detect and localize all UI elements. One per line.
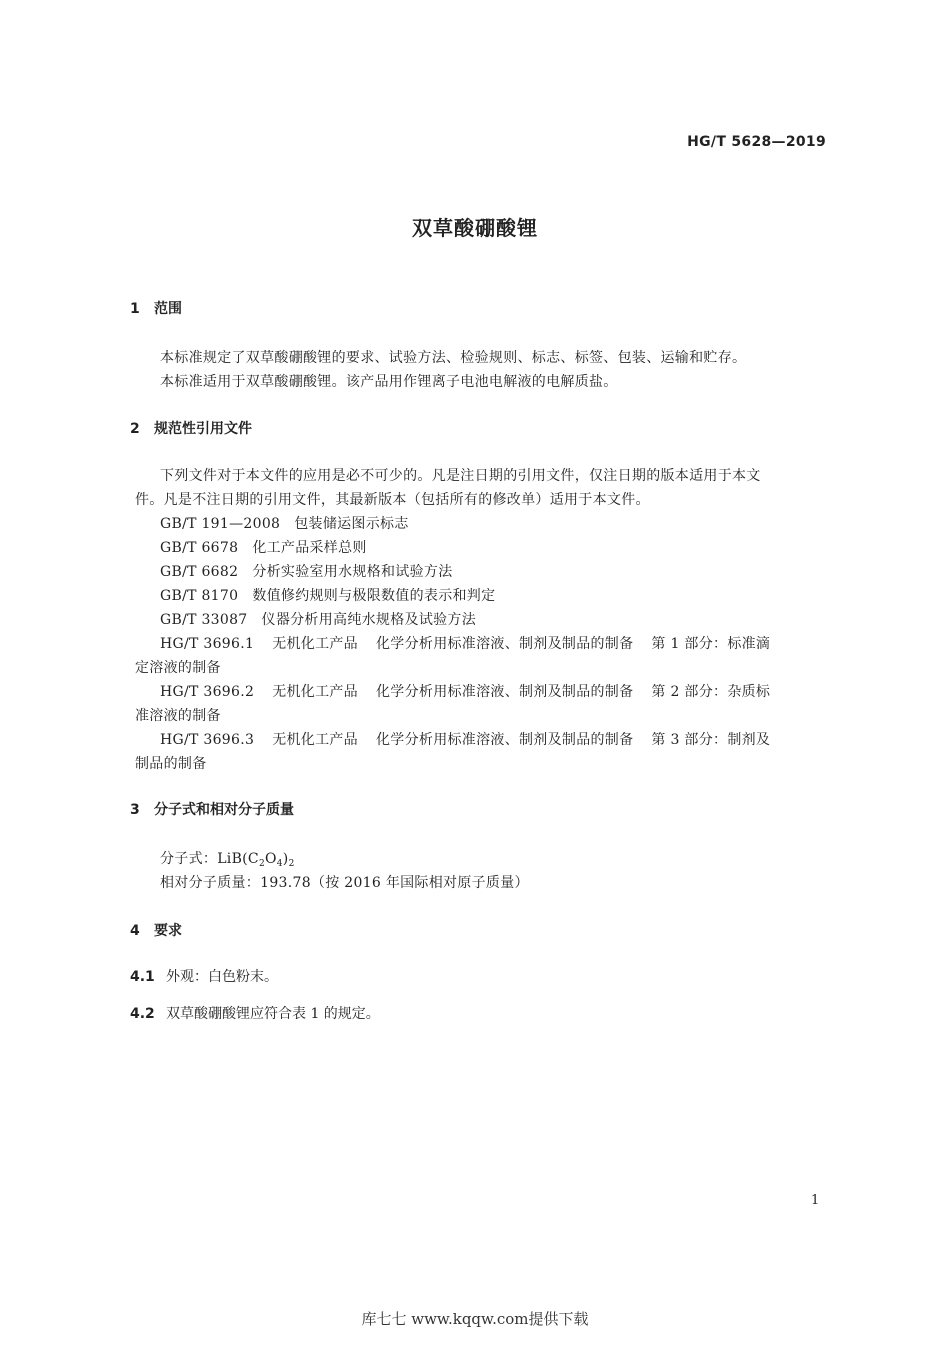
formula-subscript: 4: [276, 859, 283, 869]
section-title: 分子式和相对分子质量: [154, 802, 294, 818]
document-title: 双草酸硼酸锂: [412, 216, 538, 240]
reference-title: 数值修约规则与极限数值的表示和判定: [252, 588, 496, 604]
section-number: 2: [130, 421, 140, 437]
scope-paragraph-1: 本标准规定了双草酸硼酸锂的要求、试验方法、检验规则、标志、标签、包装、运输和贮存。: [160, 350, 747, 366]
reference-code: GB/T 6682: [160, 564, 239, 580]
reference-item-hg: [160, 681, 770, 701]
page-number: 1: [811, 1193, 820, 1208]
section-1-heading: [130, 298, 182, 318]
reference-item: [160, 609, 476, 629]
reference-item-hg-continued: 准溶液的制备: [135, 708, 221, 724]
download-footer: 库七七 www.kqqw.com提供下载: [361, 1310, 589, 1328]
requirement-text: 双草酸硼酸锂应符合表 1 的规定。: [166, 1006, 380, 1022]
formula-part: LiB(C: [217, 851, 259, 867]
scope-paragraph-2: 本标准适用于双草酸硼酸锂。该产品用作锂离子电池电解液的电解质盐。: [160, 374, 618, 390]
reference-code: HG/T 3696.1: [160, 636, 255, 652]
reference-code: GB/T 191—2008: [160, 516, 281, 532]
reference-title-a: 无机化工产品: [272, 636, 358, 652]
section-number: 3: [130, 802, 140, 818]
section-title: 规范性引用文件: [154, 421, 252, 437]
requirement-number: 4.1: [130, 969, 155, 985]
section-3-heading: [130, 799, 294, 819]
reference-title: 仪器分析用高纯水规格及试验方法: [261, 612, 477, 628]
reference-code: HG/T 3696.3: [160, 732, 255, 748]
standard-code: HG/T 5628—2019: [687, 134, 826, 150]
section-title: 要求: [154, 923, 182, 939]
mass-label: 相对分子质量：: [160, 875, 261, 891]
formula-part: O: [264, 851, 277, 867]
reference-title-c: 第 1 部分：标准滴: [651, 636, 771, 652]
requirement-text: 外观：白色粉末。: [166, 969, 278, 985]
reference-code: HG/T 3696.2: [160, 684, 255, 700]
reference-title-c: 第 3 部分：制剂及: [651, 732, 771, 748]
section-title: 范围: [154, 301, 182, 317]
section-2-heading: [130, 418, 252, 438]
reference-item-hg-continued: 制品的制备: [135, 756, 207, 772]
section-number: 1: [130, 301, 140, 317]
formula-label: 分子式：: [160, 851, 218, 867]
mass-value: 193.78: [260, 875, 311, 891]
reference-title-a: 无机化工产品: [272, 684, 358, 700]
reference-title-b: 化学分析用标准溶液、制剂及制品的制备: [376, 732, 634, 748]
section-number: 4: [130, 923, 140, 939]
formula-subscript: 2: [258, 859, 265, 869]
reference-title-b: 化学分析用标准溶液、制剂及制品的制备: [376, 636, 634, 652]
reference-item: [160, 561, 453, 581]
mass-note: （按 2016 年国际相对原子质量）: [310, 875, 529, 891]
reference-item-hg: [160, 633, 770, 653]
reference-title: 分析实验室用水规格和试验方法: [252, 564, 453, 580]
requirement-number: 4.2: [130, 1006, 155, 1022]
requirement-4-2: [130, 1003, 380, 1023]
molecular-formula: [160, 848, 295, 869]
requirement-4-1: [130, 966, 278, 986]
reference-title-a: 无机化工产品: [272, 732, 358, 748]
reference-item-hg-continued: 定溶液的制备: [135, 660, 221, 676]
molecular-mass: [160, 872, 529, 892]
reference-code: GB/T 6678: [160, 540, 239, 556]
reference-title-c: 第 2 部分：杂质标: [651, 684, 771, 700]
section-4-heading: [130, 920, 182, 940]
reference-title: 化工产品采样总则: [252, 540, 367, 556]
reference-item: [160, 585, 495, 605]
reference-title: 包装储运图示标志: [294, 516, 409, 532]
formula-subscript: 2: [288, 859, 295, 869]
reference-title-b: 化学分析用标准溶液、制剂及制品的制备: [376, 684, 634, 700]
reference-code: GB/T 33087: [160, 612, 248, 628]
reference-item: [160, 537, 367, 557]
reference-item: [160, 513, 409, 533]
references-intro-line-1: 下列文件对于本文件的应用是必不可少的。凡是注日期的引用文件，仅注日期的版本适用于本文: [160, 468, 761, 484]
reference-item-hg: [160, 729, 770, 749]
reference-code: GB/T 8170: [160, 588, 239, 604]
references-intro-line-2: 件。凡是不注日期的引用文件，其最新版本（包括所有的修改单）适用于本文件。: [135, 492, 650, 508]
formula-part: ): [282, 851, 289, 867]
